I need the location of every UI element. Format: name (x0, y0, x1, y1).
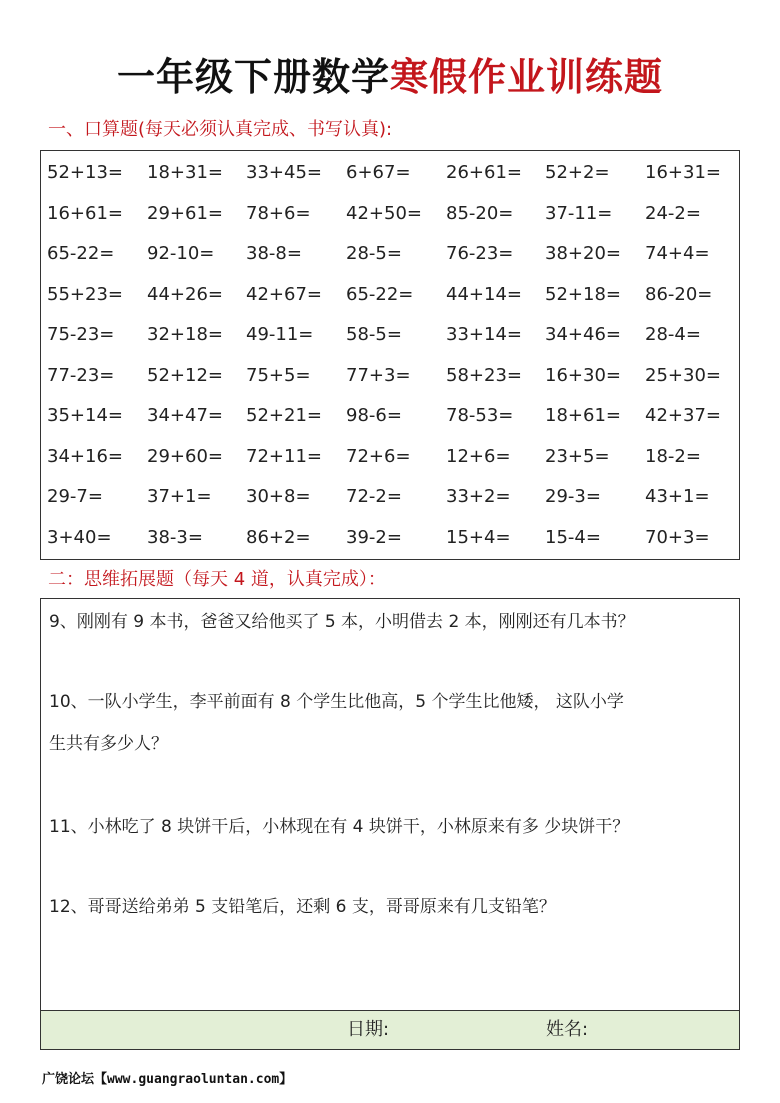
calc-item: 28-4= (645, 324, 701, 345)
site-name: 广饶论坛 (42, 1072, 95, 1087)
calc-item: 72+11= (246, 445, 322, 467)
calc-item: 65-22= (47, 243, 115, 264)
calc-item: 78+6= (246, 202, 311, 224)
calc-item: 29+61= (147, 202, 223, 224)
calc-item: 28-5= (346, 243, 402, 264)
calc-item: 58+23= (446, 364, 522, 386)
calc-item: 35+14= (47, 405, 123, 426)
calc-item: 37+1= (147, 486, 212, 507)
calc-item: 77+3= (346, 364, 411, 386)
site-bracket-close: 】 (279, 1072, 293, 1087)
calc-item: 38+20= (545, 243, 621, 264)
calc-item: 33+45= (246, 162, 322, 183)
calc-item: 37-11= (545, 202, 613, 224)
calc-row (41, 194, 739, 234)
calc-item: 44+26= (147, 283, 223, 305)
calc-row (41, 153, 739, 193)
calc-item: 55+23= (47, 283, 123, 305)
calc-item: 58-5= (346, 324, 402, 345)
word-problems-box (40, 598, 740, 1010)
calc-item: 42+67= (246, 283, 322, 305)
calc-item: 6+67= (346, 162, 411, 183)
calc-item: 29-3= (545, 486, 601, 507)
calc-item: 34+46= (545, 324, 621, 345)
calc-item: 26+61= (446, 162, 522, 183)
calc-item: 3+40= (47, 526, 112, 548)
calc-item: 49-11= (246, 324, 314, 345)
calc-item: 42+37= (645, 405, 721, 426)
calc-item: 18+31= (147, 162, 223, 183)
calc-item: 30+8= (246, 486, 311, 507)
calc-item: 44+14= (446, 283, 522, 305)
calc-item: 52+18= (545, 283, 621, 305)
site-url: www.guangraoluntan.com (107, 1072, 280, 1087)
calc-item: 18-2= (645, 445, 701, 467)
name-label: 姓名: (546, 1019, 589, 1040)
calc-item: 34+47= (147, 405, 223, 426)
section-1-title: 一、口算题(每天必须认真完成、书写认真): (48, 119, 393, 140)
calc-item: 29+60= (147, 445, 223, 467)
oral-calculation-box (40, 150, 740, 560)
calc-item: 15-4= (545, 526, 601, 548)
calc-item: 12+6= (446, 445, 511, 467)
calc-item: 39-2= (346, 526, 402, 548)
calc-item: 33+14= (446, 324, 522, 345)
calc-item: 78-53= (446, 405, 514, 426)
calc-item: 76-23= (446, 243, 514, 264)
calc-item: 23+5= (545, 445, 610, 467)
calc-item: 85-20= (446, 202, 514, 224)
calc-item: 52+2= (545, 162, 610, 183)
calc-item: 38-8= (246, 243, 302, 264)
calc-item: 75-23= (47, 324, 115, 345)
calc-row (41, 396, 739, 436)
calc-item: 72-2= (346, 486, 402, 507)
calc-row (41, 275, 739, 315)
calc-item: 18+61= (545, 405, 621, 426)
calc-item: 25+30= (645, 364, 721, 386)
calc-item: 72+6= (346, 445, 411, 467)
calc-item: 70+3= (645, 526, 710, 548)
section-2-title: 二：思维拓展题（每天 4 道，认真完成）： (48, 569, 386, 590)
calc-item: 16+31= (645, 162, 721, 183)
date-label: 日期: (347, 1019, 390, 1040)
calc-item: 52+12= (147, 364, 223, 386)
calc-row (41, 518, 739, 558)
calc-item: 65-22= (346, 283, 414, 305)
calc-item: 98-6= (346, 405, 402, 426)
problem-11: 11、小林吃了 8 块饼干后，小林现在有 4 块饼干，小林原来有多 少块饼干？ (49, 817, 630, 837)
calc-row (41, 315, 739, 355)
calc-item: 34+16= (47, 445, 123, 467)
calc-item: 32+18= (147, 324, 223, 345)
calc-row (41, 356, 739, 396)
calc-item: 38-3= (147, 526, 203, 548)
page-title (0, 52, 780, 102)
title-part-2: 寒假作业训练题 (390, 55, 664, 99)
calc-row (41, 437, 739, 477)
calc-item: 74+4= (645, 243, 710, 264)
calc-item: 15+4= (446, 526, 511, 548)
calc-item: 16+30= (545, 364, 621, 386)
problem-12: 12、哥哥送给弟弟 5 支铅笔后，还剩 6 支，哥哥原来有几支铅笔？ (49, 897, 556, 917)
calc-item: 42+50= (346, 202, 422, 224)
calc-item: 86-20= (645, 283, 713, 305)
calc-item: 33+2= (446, 486, 511, 507)
calc-row (41, 234, 739, 274)
calc-item: 75+5= (246, 364, 311, 386)
calc-item: 29-7= (47, 486, 103, 507)
problem-10-line-2: 生共有多少人？ (49, 734, 168, 754)
calc-row (41, 477, 739, 517)
calc-item: 92-10= (147, 243, 215, 264)
calc-item: 24-2= (645, 202, 701, 224)
calc-item: 86+2= (246, 526, 311, 548)
problem-10-line-1: 10、一队小学生，李平前面有 8 个学生比他高，5 个学生比他矮， 这队小学 (49, 692, 624, 712)
date-name-bar (40, 1010, 740, 1050)
calc-item: 16+61= (47, 202, 123, 224)
calc-item: 43+1= (645, 486, 710, 507)
calc-item: 52+13= (47, 162, 123, 183)
calc-item: 77-23= (47, 364, 115, 386)
calc-item: 52+21= (246, 405, 322, 426)
problem-9: 9、刚刚有 9 本书，爸爸又给他买了 5 本，小明借去 2 本，刚刚还有几本书？ (49, 612, 635, 632)
site-footer (42, 1070, 292, 1090)
title-part-1: 一年级下册数学 (116, 55, 390, 99)
site-bracket-open: 【 (94, 1072, 108, 1087)
